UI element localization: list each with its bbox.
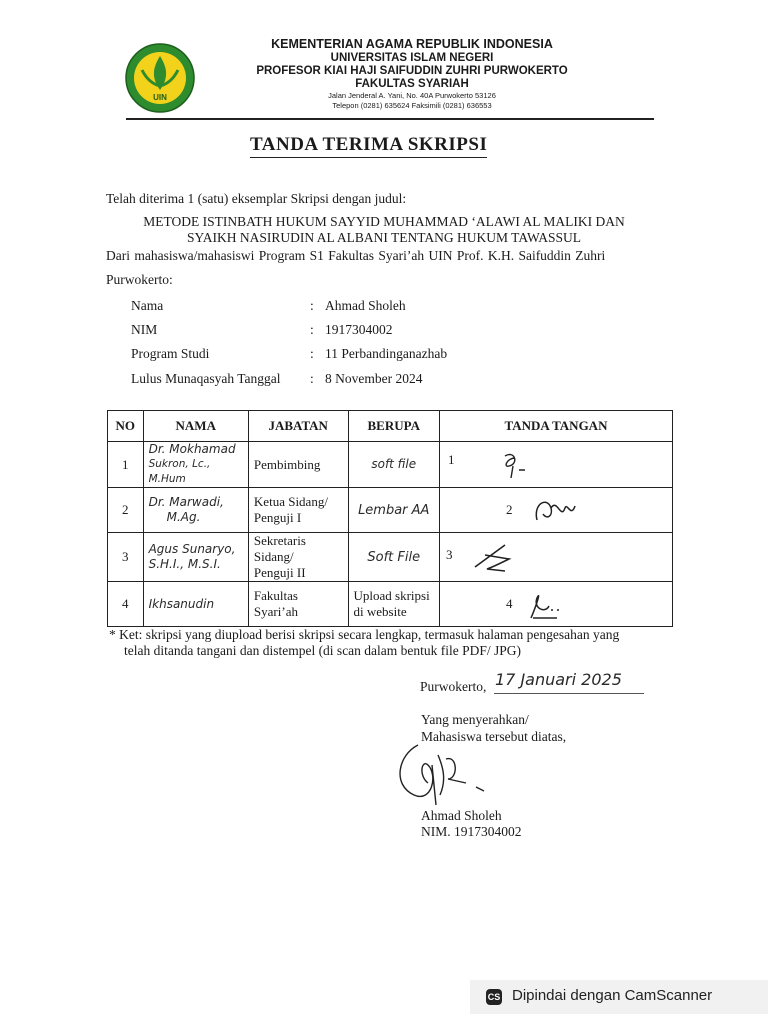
- ttd-number: 4: [506, 596, 513, 611]
- faculty-name: FAKULTAS SYARIAH: [355, 78, 469, 90]
- camscanner-icon: CS: [486, 989, 502, 1005]
- note-line-2: telah ditanda tangani dan distempel (di scan dalam bentuk file PDF/ JPG): [124, 643, 522, 658]
- nama-value: Ahmad Sholeh: [325, 298, 406, 313]
- from-text: Dari mahasiswa/mahasiswi Program S1 Fakultas Syari’ah UIN Prof. K.H. Saifuddin Zuhri: [106, 248, 606, 263]
- row-nama-line-2: M.Ag.: [166, 510, 201, 524]
- thesis-title: [104, 214, 664, 246]
- signature-3-icon: [465, 537, 585, 577]
- row-nama: [143, 533, 248, 582]
- row-nama-line-2: S.H.I., M.S.I.: [148, 557, 221, 571]
- row-jabatan: [248, 582, 348, 627]
- university-type: UNIVERSITAS ISLAM NEGERI: [330, 52, 494, 64]
- row-nama: [143, 488, 248, 533]
- letterhead: [232, 37, 592, 111]
- ttd-number: 3: [446, 547, 453, 562]
- table-header-row: [108, 411, 673, 442]
- row-jabatan-line-2: Penguji II: [253, 565, 306, 580]
- from-text-city: Purwokerto:: [106, 272, 173, 287]
- university-logo-icon: [124, 42, 196, 114]
- date-underline: [494, 693, 644, 694]
- row-jabatan-line-1: Fakultas Syari’ah: [253, 588, 298, 619]
- row-nama-line-1: Ikhsanudin: [148, 596, 215, 611]
- nama-label: Nama: [131, 298, 164, 313]
- lulus-value: 8 November 2024: [325, 371, 423, 386]
- table-row: [108, 533, 673, 582]
- row-nama-line-2: Sukron, Lc., M.Hum: [148, 458, 211, 485]
- svg-text:UIN: UIN: [153, 93, 167, 102]
- col-jabatan: JABATAN: [248, 411, 348, 442]
- colon: :: [310, 371, 314, 386]
- receipt-table: [107, 410, 673, 627]
- row-jabatan: [248, 442, 348, 488]
- signature-1-icon: [485, 448, 605, 482]
- row-ttd: [440, 442, 673, 488]
- row-no: 1: [108, 442, 144, 488]
- prodi-value: 11 Perbandinganazhab: [325, 346, 448, 361]
- colon: :: [310, 298, 314, 313]
- row-berupa: Lembar AA: [348, 488, 439, 533]
- row-nama-line-1: Agus Sunaryo,: [148, 542, 236, 556]
- lulus-label: Lulus Munaqasyah Tanggal: [131, 371, 281, 386]
- col-nama: NAMA: [143, 411, 248, 442]
- phone: Telepon (0281) 635624 Faksimili (0281) 636553: [332, 101, 492, 110]
- nim-label: NIM: [131, 322, 158, 337]
- row-nama: [143, 442, 248, 488]
- note-line-1: * Ket: skripsi yang diupload berisi skripsi secara lengkap, termasuk halaman pengesahan yang: [109, 627, 620, 642]
- row-no: 3: [108, 533, 144, 582]
- row-berupa: Soft File: [348, 533, 439, 582]
- table-row: [108, 582, 673, 627]
- place-label: Purwokerto,: [420, 679, 487, 694]
- thesis-title-line-2: SYAIKH NASIRUDIN AL ALBANI TENTANG HUKUM TAWASSUL: [186, 230, 581, 245]
- signature-4-icon: [523, 584, 663, 624]
- row-jabatan-line-2: Penguji I: [253, 510, 302, 525]
- handwritten-date: 17 Januari 2025: [495, 670, 622, 689]
- col-berupa: BERUPA: [348, 411, 439, 442]
- signer-nim: NIM. 1917304002: [421, 824, 522, 839]
- scanner-label: Dipindai dengan CamScanner: [512, 987, 713, 1004]
- row-jabatan-line-1: Pembimbing: [253, 456, 321, 472]
- row-jabatan: [248, 533, 348, 582]
- header-divider: [126, 118, 654, 120]
- col-tanda-tangan: TANDA TANGAN: [440, 411, 673, 442]
- row-ttd: [440, 582, 673, 627]
- row-ttd: [440, 533, 673, 582]
- thesis-title-line-1: METODE ISTINBATH HUKUM SAYYID MUHAMMAD ‘ALAWI AL MALIKI DAN: [143, 214, 625, 229]
- table-row: [108, 442, 673, 488]
- address: Jalan Jenderal A. Yani, No. 40A Purwokerto 53126: [328, 91, 496, 100]
- closing-line-1: Yang menyerahkan/: [421, 712, 529, 727]
- row-nama-line-1: Dr. Mokhamad: [148, 442, 236, 456]
- row-berupa: Upload skripsi di website: [348, 582, 439, 627]
- table-row: [108, 488, 673, 533]
- signer-name: Ahmad Sholeh: [421, 808, 502, 823]
- ttd-number: 1: [448, 452, 455, 467]
- signature-2-icon: [527, 490, 667, 530]
- colon: :: [310, 346, 314, 361]
- row-ttd: [440, 488, 673, 533]
- ministry-name: KEMENTERIAN AGAMA REPUBLIK INDONESIA: [271, 37, 553, 51]
- colon: :: [310, 322, 314, 337]
- row-jabatan-line-1: Ketua Sidang/: [253, 494, 328, 509]
- university-name: PROFESOR KIAI HAJI SAIFUDDIN ZUHRI PURWOKERTO: [256, 65, 568, 77]
- ttd-number: 2: [506, 502, 513, 517]
- row-nama-line-1: Dr. Marwadi,: [148, 495, 224, 509]
- row-nama: [143, 582, 248, 627]
- row-jabatan: [248, 488, 348, 533]
- prodi-label: Program Studi: [131, 346, 210, 361]
- row-no: 2: [108, 488, 144, 533]
- closing-line-2: Mahasiswa tersebut diatas,: [421, 729, 567, 744]
- nim-value: 1917304002: [325, 322, 393, 337]
- intro-text: Telah diterima 1 (satu) eksemplar Skripsi dengan judul:: [106, 191, 407, 206]
- row-berupa: soft file: [348, 442, 439, 488]
- row-jabatan-line-1: Sekretaris Sidang/: [253, 533, 306, 564]
- page-title: TANDA TERIMA SKRIPSI: [250, 134, 487, 158]
- col-no: NO: [108, 411, 144, 442]
- row-no: 4: [108, 582, 144, 627]
- scanner-watermark: [470, 980, 768, 1014]
